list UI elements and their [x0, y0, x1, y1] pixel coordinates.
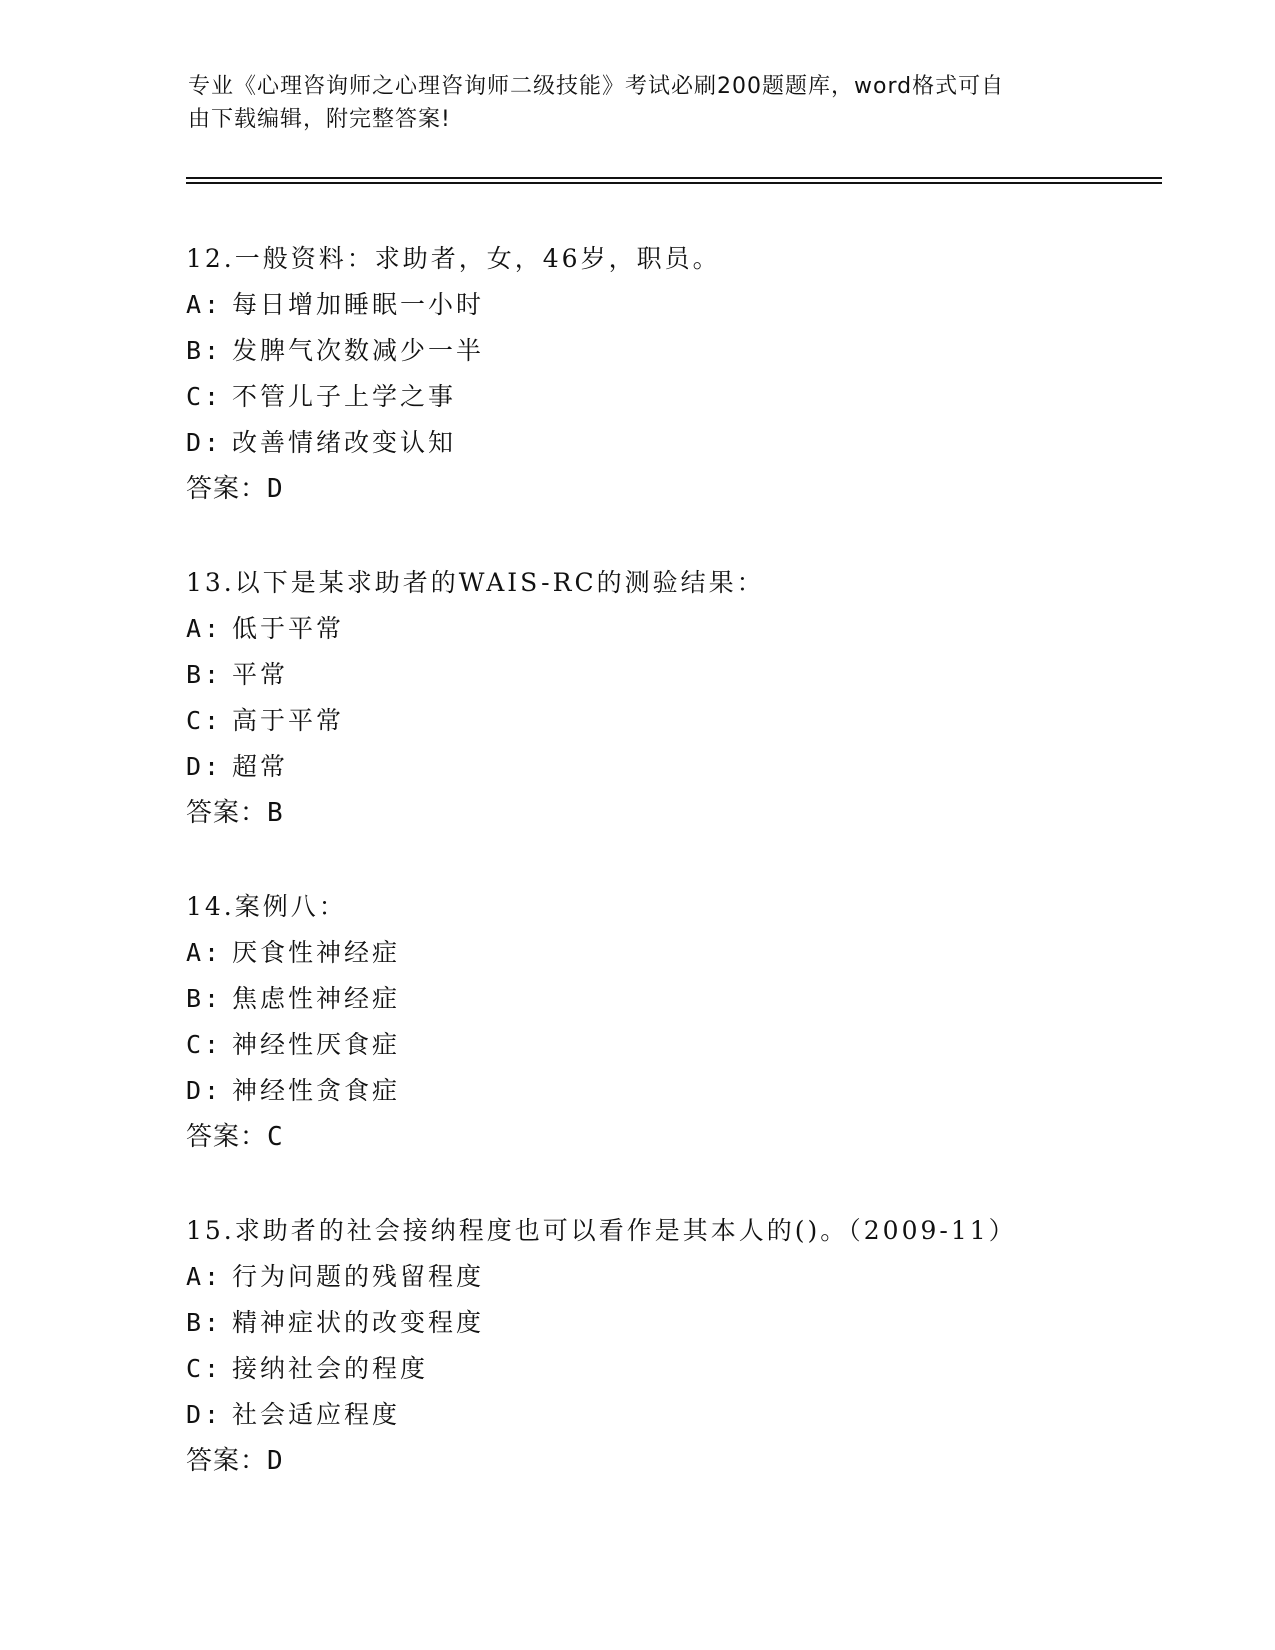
- question-option: [186, 698, 1186, 744]
- question-option: [186, 374, 1186, 420]
- answer-line: [186, 1114, 1186, 1160]
- question-list: [186, 236, 1186, 1532]
- question-block: [186, 1208, 1186, 1484]
- option-letter: C:: [186, 382, 223, 411]
- option-text: 接纳社会的程度: [232, 1354, 429, 1383]
- question-title: 13.以下是某求助者的WAIS-RC的测验结果：: [186, 568, 765, 597]
- question-block: [186, 884, 1186, 1160]
- answer-value: D: [267, 1446, 284, 1476]
- question-title: 14.案例八：: [186, 892, 347, 921]
- header-divider-top: [186, 177, 1162, 179]
- option-text: 精神症状的改变程度: [232, 1308, 485, 1337]
- answer-value: C: [267, 1122, 284, 1152]
- question-option: [186, 1254, 1186, 1300]
- option-letter: A:: [186, 938, 223, 967]
- answer-label: 答案：: [186, 798, 268, 828]
- option-text: 超常: [232, 752, 289, 781]
- answer-line: [186, 790, 1186, 836]
- question-option: [186, 606, 1186, 652]
- option-text: 社会适应程度: [232, 1400, 401, 1429]
- option-text: 平常: [232, 660, 289, 689]
- answer-label: 答案：: [186, 1446, 268, 1476]
- option-text: 高于平常: [232, 706, 345, 735]
- option-text: 发脾气次数减少一半: [232, 336, 485, 365]
- option-letter: A:: [186, 614, 223, 643]
- answer-value: B: [267, 798, 284, 828]
- option-letter: A:: [186, 290, 223, 319]
- question-option: [186, 282, 1186, 328]
- intro-line-2: 由下载编辑，附完整答案!: [188, 107, 451, 132]
- answer-line: [186, 466, 1186, 512]
- question-option: [186, 420, 1186, 466]
- question-title: 15.求助者的社会接纳程度也可以看作是其本人的()。（2009-11）: [186, 1216, 1017, 1245]
- answer-label: 答案：: [186, 474, 268, 504]
- question-block: [186, 236, 1186, 512]
- option-letter: C:: [186, 1354, 223, 1383]
- option-text: 厌食性神经症: [232, 938, 401, 967]
- option-text: 低于平常: [232, 614, 345, 643]
- answer-label: 答案：: [186, 1122, 268, 1152]
- question-option: [186, 930, 1186, 976]
- question-option: [186, 744, 1186, 790]
- question-option: [186, 976, 1186, 1022]
- question-option: [186, 652, 1186, 698]
- option-letter: D:: [186, 752, 223, 781]
- question-option: [186, 1392, 1186, 1438]
- option-text: 行为问题的残留程度: [232, 1262, 485, 1291]
- option-text: 神经性厌食症: [232, 1030, 401, 1059]
- question-block: [186, 560, 1186, 836]
- option-letter: D:: [186, 1076, 223, 1105]
- answer-line: [186, 1438, 1186, 1484]
- option-letter: B:: [186, 336, 223, 365]
- option-letter: B:: [186, 984, 223, 1013]
- option-letter: C:: [186, 706, 223, 735]
- option-text: 焦虑性神经症: [232, 984, 401, 1013]
- question-option: [186, 328, 1186, 374]
- question-option: [186, 1022, 1186, 1068]
- option-letter: D:: [186, 1400, 223, 1429]
- question-option: [186, 1346, 1186, 1392]
- question-option: [186, 1068, 1186, 1114]
- option-text: 神经性贪食症: [232, 1076, 401, 1105]
- header-divider-bottom: [186, 182, 1162, 184]
- option-letter: D:: [186, 428, 223, 457]
- option-text: 不管儿子上学之事: [232, 382, 457, 411]
- intro-line-1: 专业《心理咨询师之心理咨询师二级技能》考试必刷200题题库，word格式可自: [188, 74, 1005, 99]
- question-option: [186, 1300, 1186, 1346]
- option-text: 改善情绪改变认知: [232, 428, 457, 457]
- document-intro: [188, 70, 1068, 136]
- question-title: 12.一般资料：求助者，女，46岁，职员。: [186, 244, 721, 273]
- answer-value: D: [267, 474, 284, 504]
- option-letter: A:: [186, 1262, 223, 1291]
- option-letter: C:: [186, 1030, 223, 1059]
- option-letter: B:: [186, 660, 223, 689]
- option-text: 每日增加睡眠一小时: [232, 290, 485, 319]
- option-letter: B:: [186, 1308, 223, 1337]
